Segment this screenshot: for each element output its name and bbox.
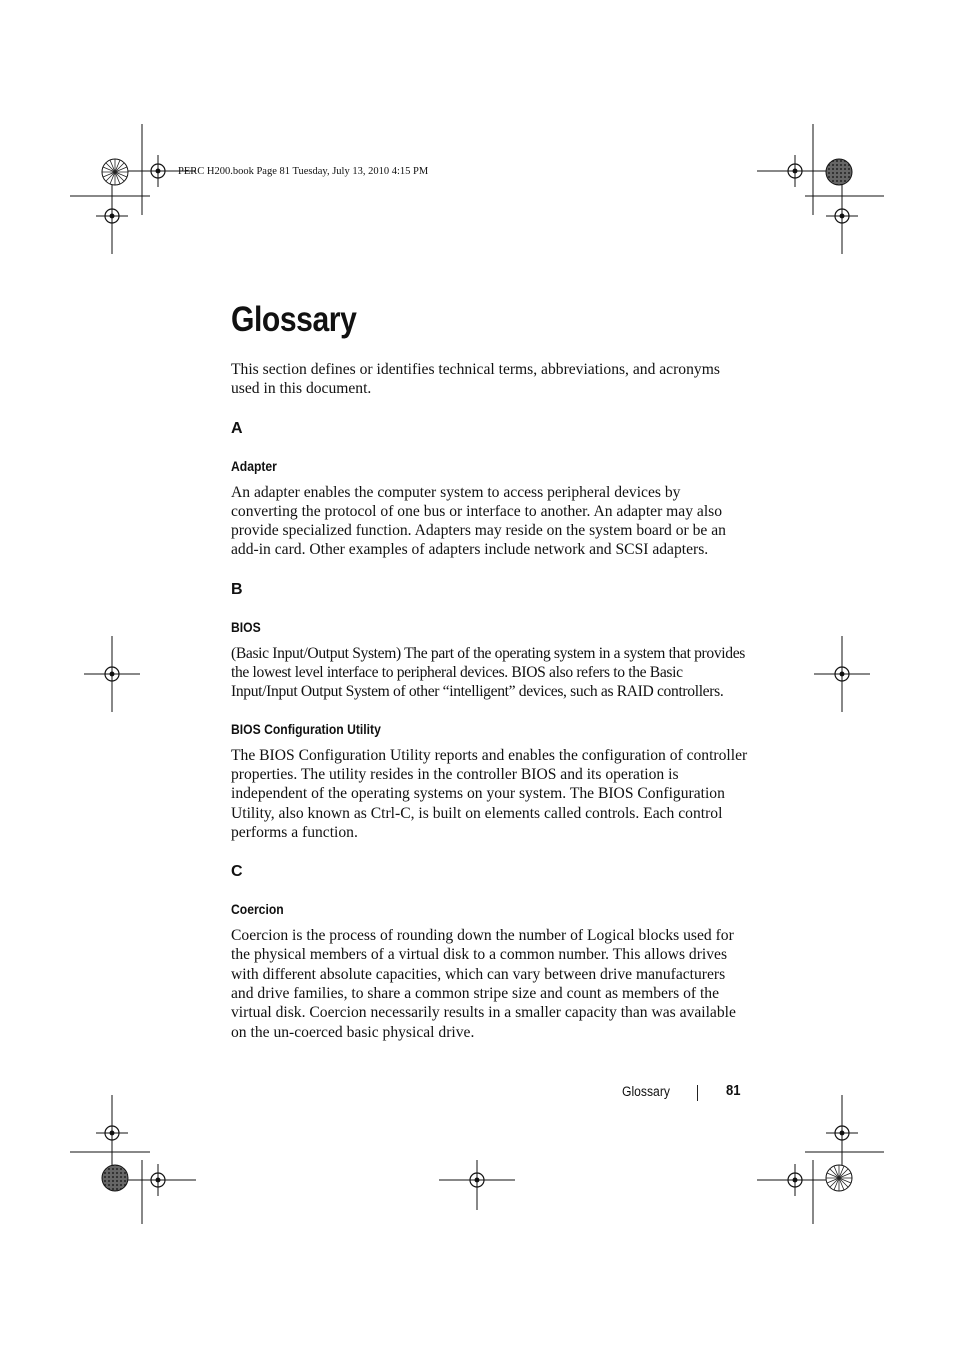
page-number: 81: [726, 1083, 741, 1099]
term-bios: BIOS: [231, 619, 261, 635]
glossary-body: [231, 360, 751, 1042]
registration-mark-icon: [96, 200, 128, 232]
definition-adapter: An adapter enables the computer system to access peripheral devices by converting the protocol of one bus or interface to another. An adapter may also provide specialized function. Adapters may reside on the system board or be an add-in card. Other examples of adapters include network and SCSI adapters.: [231, 483, 726, 559]
registration-mark-icon: [826, 200, 858, 232]
footer-separator: [697, 1085, 698, 1101]
registration-mark-icon: [142, 1164, 174, 1196]
definition-bios-configuration-utility: The BIOS Configuration Utility reports and enables the configuration of controller properties. The utility resides in the controller BIOS and its operation is independent of the operating systems on your system. The BIOS Configuration Utility, also known as Ctrl-C, is built on elements called controls. Each control performs a function.: [231, 746, 748, 841]
screen-target-icon: [102, 1165, 128, 1191]
screen-target-icon: [826, 159, 852, 185]
term-adapter: Adapter: [231, 458, 277, 474]
screen-target-icon: [102, 159, 128, 185]
registration-mark-icon: [779, 1164, 811, 1196]
registration-mark-icon: [826, 658, 858, 690]
section-letter-b: B: [231, 580, 243, 598]
section-letter-c: C: [231, 863, 243, 881]
registration-mark-icon: [142, 155, 174, 187]
registration-mark-icon: [826, 1117, 858, 1149]
registration-mark-icon: [461, 1164, 493, 1196]
definition-bios: (Basic Input/Output System) The part of the operating system in a system that provides the lowest level interface to peripheral devices. BIOS also refers to the Basic Input/Input Output System of other “intelligent” devices, such as RAID controllers.: [231, 644, 745, 701]
intro-paragraph: This section defines or identifies technical terms, abbreviations, and acronyms used in this document.: [231, 361, 720, 398]
footer-section-name: Glossary: [622, 1084, 670, 1099]
print-slug-line: PERC H200.book Page 81 Tuesday, July 13, 2010 4:15 PM: [178, 166, 429, 177]
registration-mark-icon: [96, 1117, 128, 1149]
term-bios-configuration-utility: BIOS Configuration Utility: [231, 721, 381, 737]
registration-mark-icon: [96, 658, 128, 690]
page-title: Glossary: [231, 300, 357, 339]
section-letter-a: A: [231, 419, 243, 437]
screen-target-icon: [826, 1165, 852, 1191]
definition-coercion: Coercion is the process of rounding down the number of Logical blocks used for the physical members of a virtual disk to a common number. This allows drives with different absolute capacities, which can vary between drive manufacturers and drive families, to share a common stripe size and count as members of the virtual disk. Coercion necessarily results in a smaller capacity than was available on the un-coerced basic physical drive.: [231, 927, 736, 1041]
term-coercion: Coercion: [231, 902, 284, 918]
registration-mark-icon: [779, 155, 811, 187]
